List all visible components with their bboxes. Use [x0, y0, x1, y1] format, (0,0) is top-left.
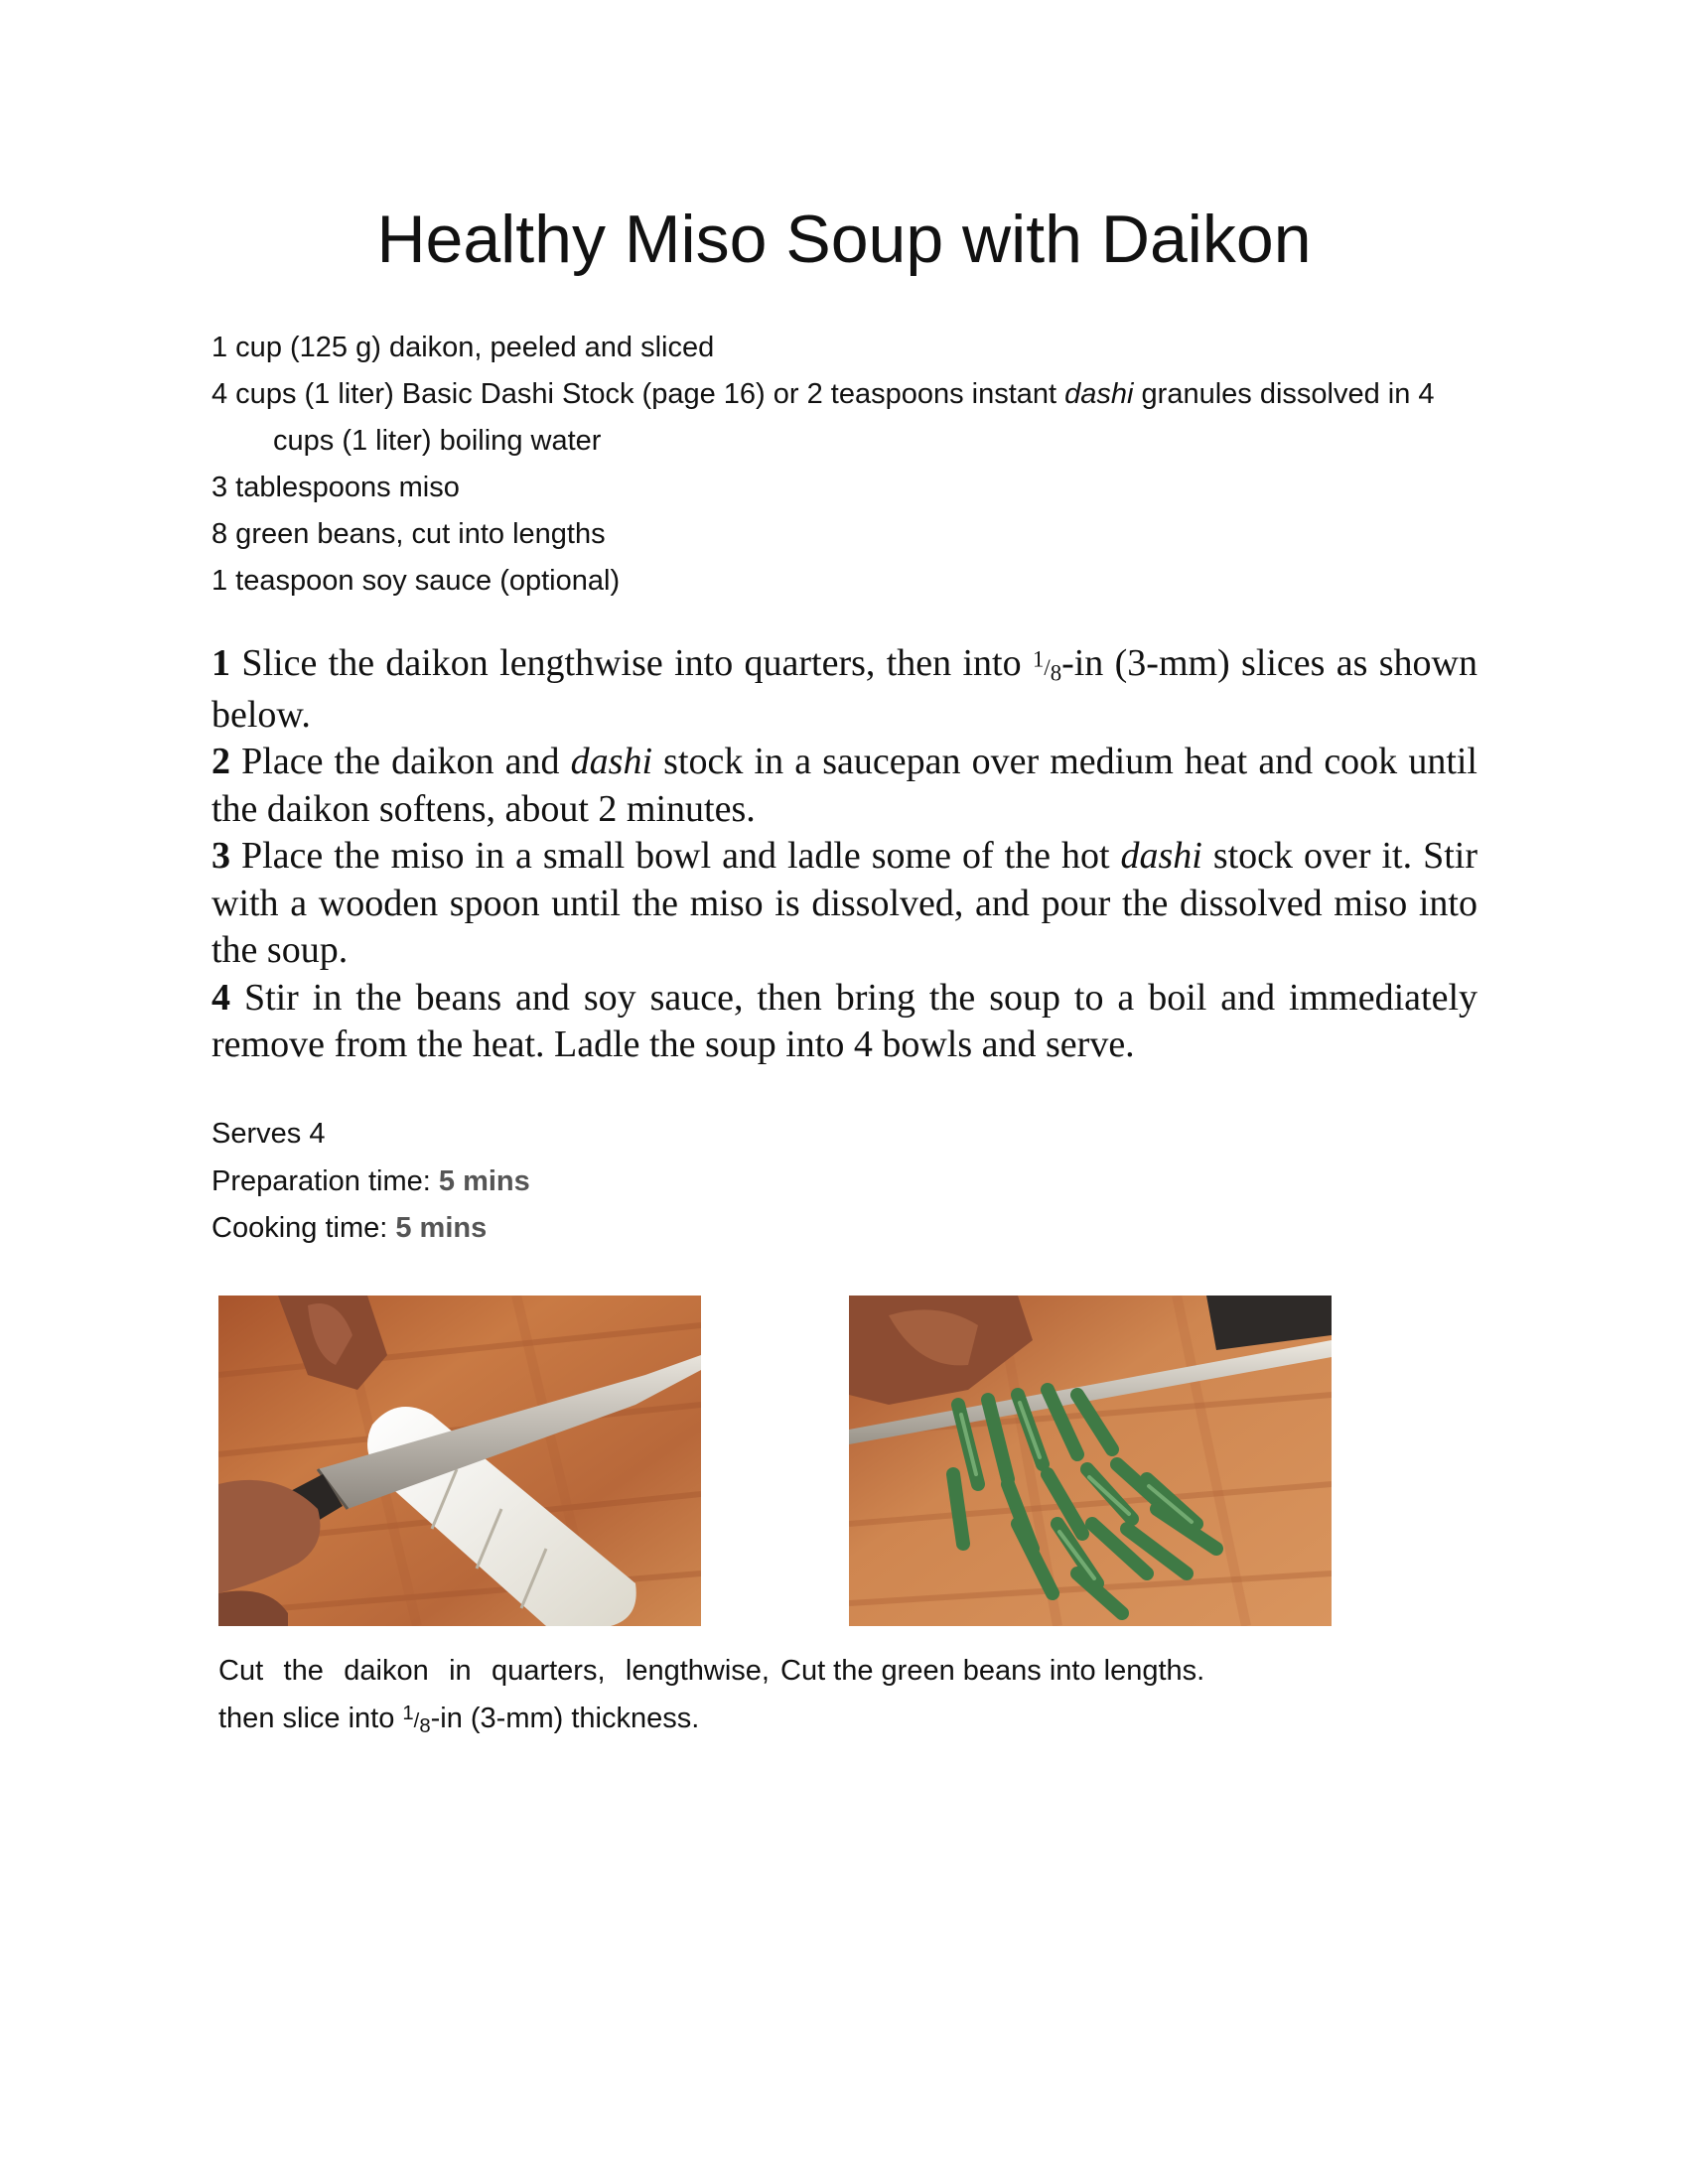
ingredient-item: 1 teaspoon soy sauce (optional)	[211, 565, 621, 597]
step-number: 3	[211, 835, 230, 877]
ingredient-item: 3 tablespoons miso	[211, 472, 460, 503]
cook-time-line: Cooking time: 5 mins	[211, 1212, 488, 1244]
step-number: 2	[211, 741, 230, 782]
beans-photo-caption: Cut the green beans into lengths.	[780, 1655, 1205, 1687]
serves-line: Serves 4	[211, 1118, 326, 1150]
prep-time-line: Preparation time: 5 mins	[211, 1164, 530, 1197]
fraction: $^1/_8$	[1032, 646, 1062, 686]
ingredient-list	[211, 325, 1492, 605]
method-steps	[211, 640, 1477, 1069]
recipe-title: Healthy Miso Soup with Daikon	[376, 202, 1312, 277]
daikon-slicing-photo	[218, 1296, 701, 1626]
fraction: $^1/_8$	[402, 1702, 431, 1737]
step-number: 4	[211, 976, 230, 1019]
step-number: 1	[211, 642, 230, 684]
cook-time-value: 5 mins	[395, 1212, 488, 1244]
ingredient-item: 4 cups (1 liter) Basic Dashi Stock (page 16) or 2 teaspoons instant dashi granules dissolved in 4 cups (1 liter) boiling water	[211, 378, 1435, 457]
daikon-photo-caption: Cut the daikon in quarters, lengthwise, then slice into $^1/_8-in$ (3-mm) thickness.	[218, 1655, 770, 1737]
green-beans-cutting-photo	[849, 1296, 1332, 1626]
prep-time-value: 5 mins	[438, 1164, 530, 1197]
ingredient-item: 1 cup (125 g) daikon, peeled and sliced	[211, 332, 715, 363]
step-2: 2 Place the daikon and dashi stock in a saucepan over medium heat and cook until the daikon softens, about 2 minutes.	[211, 741, 1477, 830]
step-3: 3 Place the miso in a small bowl and ladle some of the hot dashi stock over it. Stir with a wooden spoon until the miso is dissolved, and pour the dissolved miso into the soup.	[211, 835, 1477, 971]
step-1: 1 Slice the daikon lengthwise into quarters, then into $^1/_8-in$ (3-mm) slices as shown below.	[211, 642, 1477, 736]
recipe-meta	[211, 1111, 530, 1253]
ingredient-item: 8 green beans, cut into lengths	[211, 518, 606, 550]
step-4: 4 Stir in the beans and soy sauce, then bring the soup to a boil and immediately remove from the heat. Ladle the soup into 4 bowls and serve.	[211, 976, 1477, 1065]
